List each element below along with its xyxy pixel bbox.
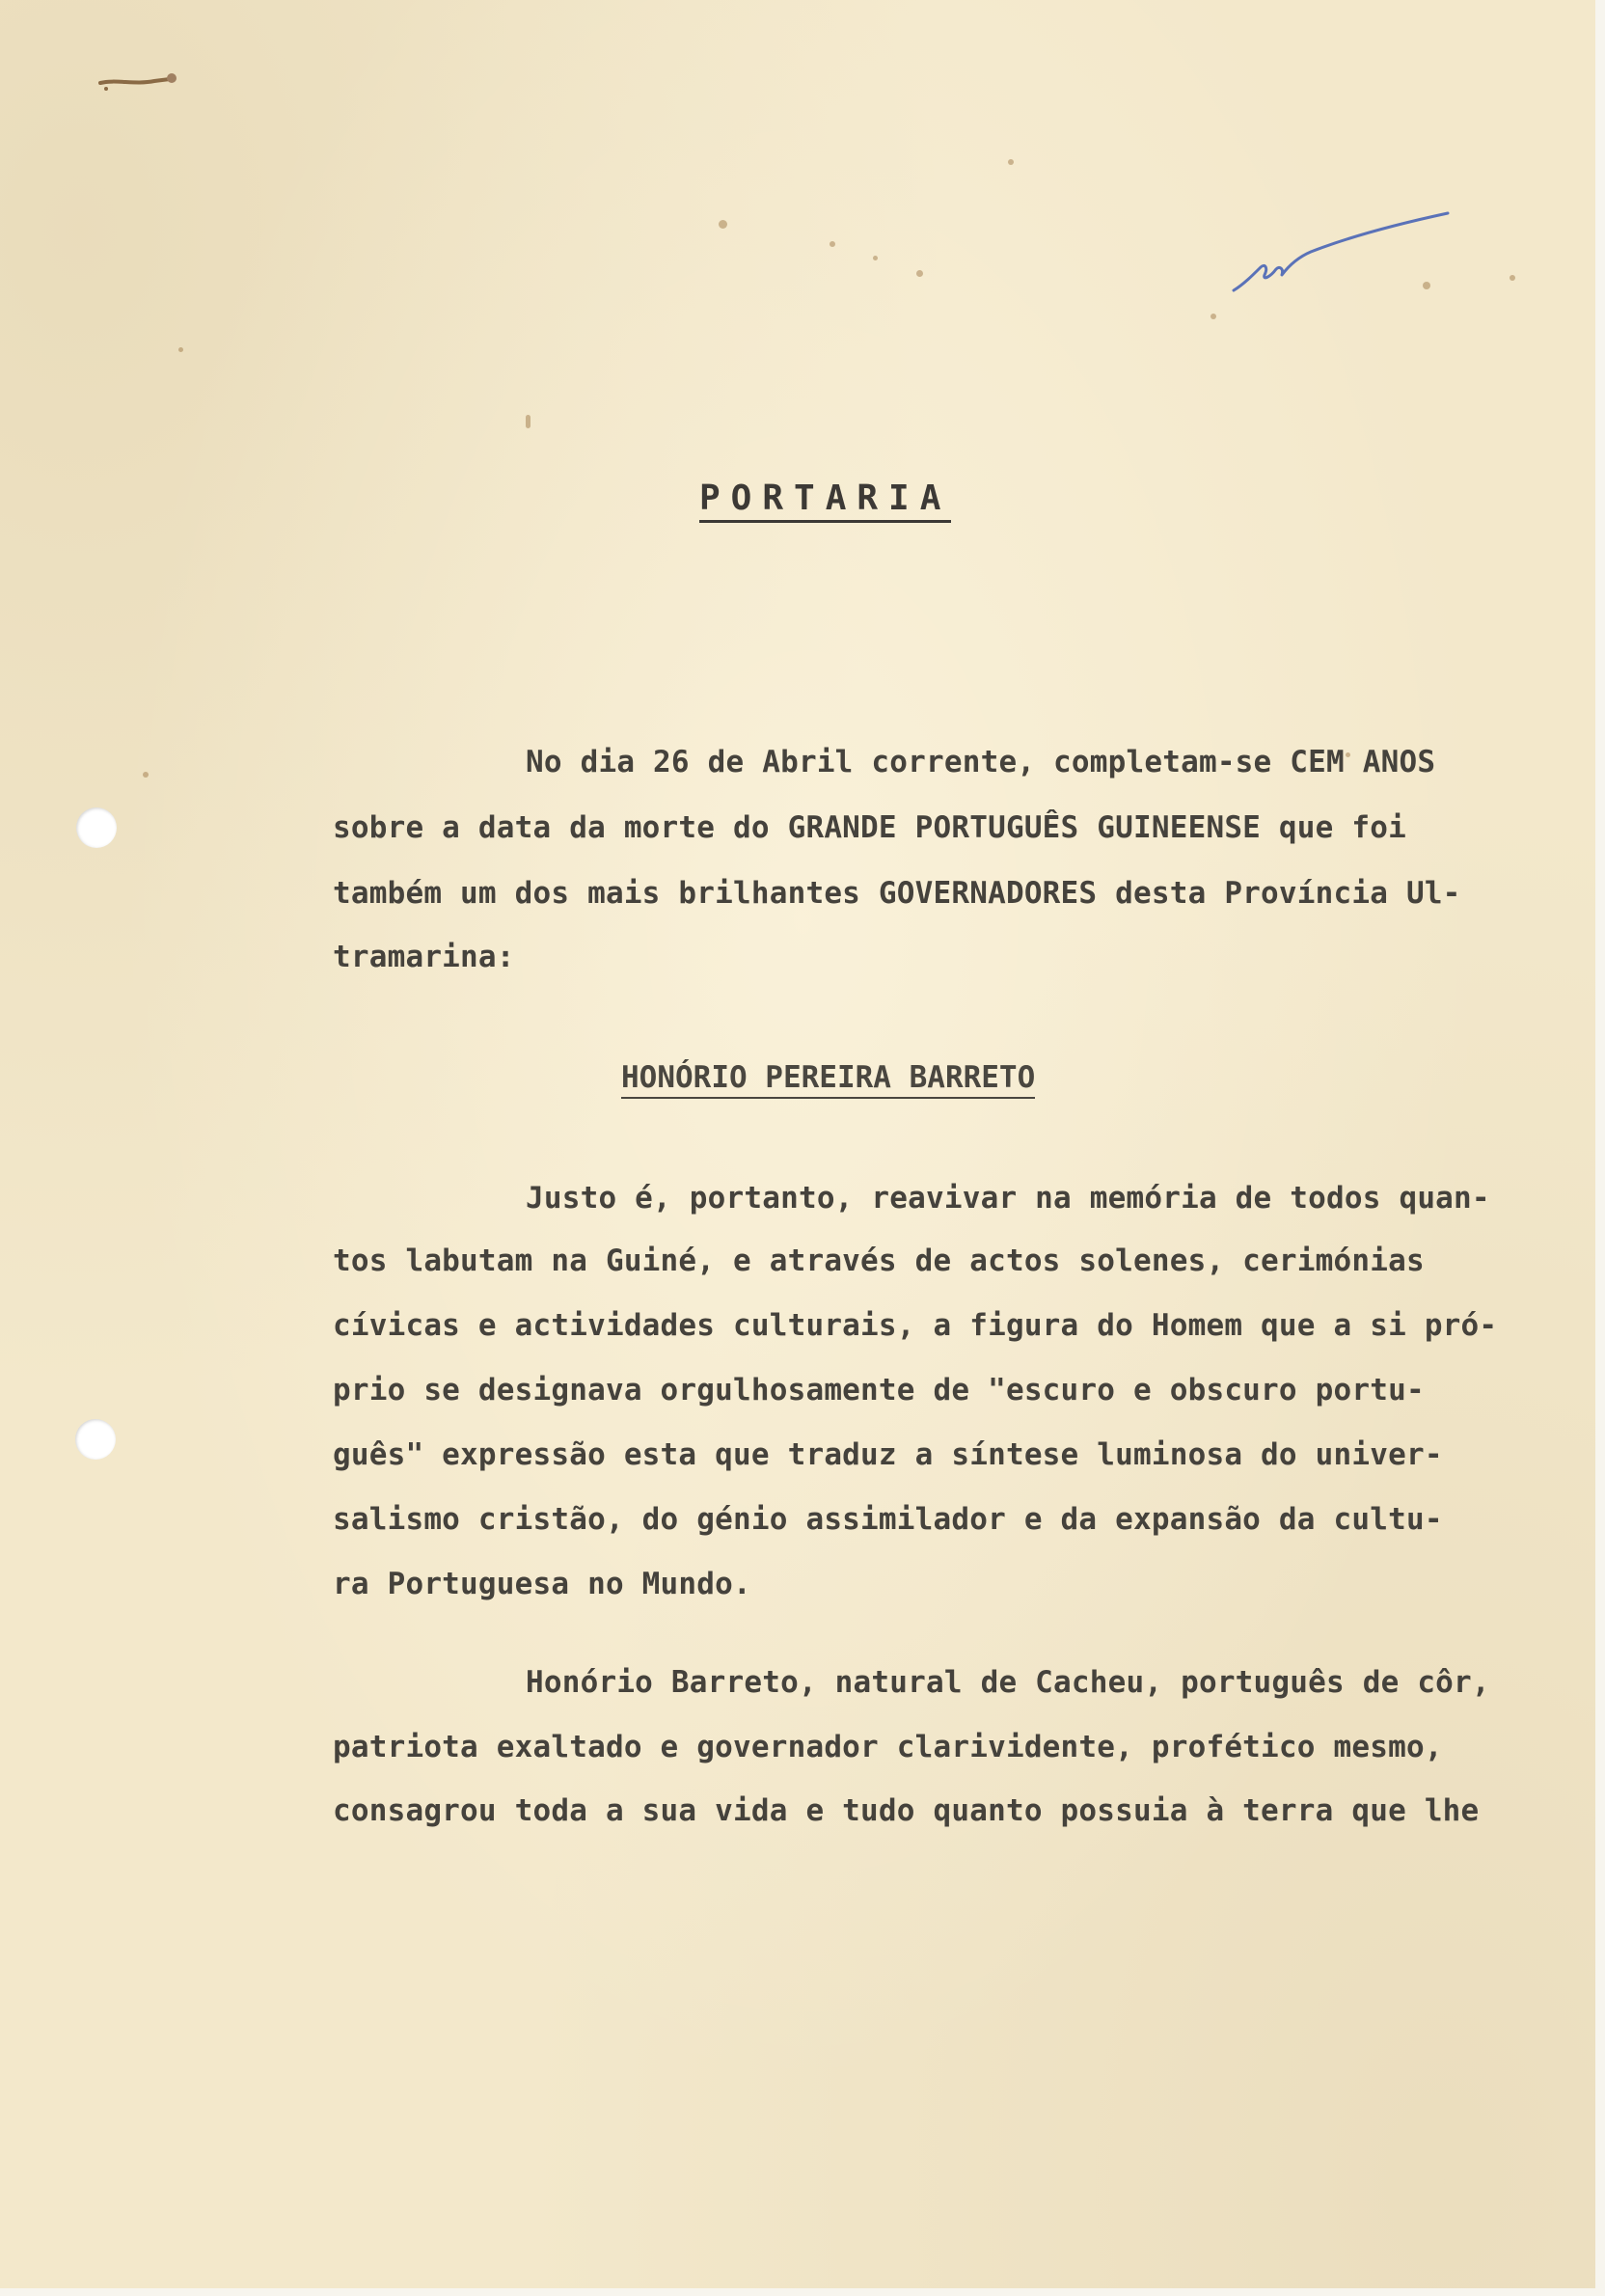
paragraph-2-line-3: cívicas e actividades culturais, a figura do Homem que a si pró- bbox=[333, 1308, 1498, 1343]
paragraph-2-line-1: Justo é, portanto, reavivar na memória de todos quan- bbox=[526, 1181, 1490, 1216]
paragraph-2-line-5: guês" expressão esta que traduz a síntese luminosa do univer- bbox=[333, 1437, 1443, 1472]
foxing-spot bbox=[719, 220, 727, 229]
paragraph-3-line-1: Honório Barreto, natural de Cacheu, português de côr, bbox=[526, 1665, 1490, 1700]
foxing-spot bbox=[916, 270, 923, 277]
paragraph-3-line-3: consagrou toda a sua vida e tudo quanto possuia à terra que lhe bbox=[333, 1793, 1480, 1828]
foxing-spot bbox=[1008, 159, 1014, 165]
foxing-spot bbox=[830, 241, 835, 247]
foxing-spot bbox=[143, 772, 149, 778]
foxing-spot bbox=[526, 415, 530, 428]
rust-mark-icon bbox=[96, 69, 179, 95]
paragraph-1-line-2: sobre a data da morte do GRANDE PORTUGUÊS GUINEENSE que foi bbox=[333, 810, 1406, 845]
punch-hole bbox=[75, 1419, 116, 1460]
subject-name-heading: HONÓRIO PEREIRA BARRETO bbox=[621, 1058, 1035, 1099]
paragraph-2-line-7: ra Portuguesa no Mundo. bbox=[333, 1567, 751, 1601]
foxing-spot bbox=[1211, 314, 1216, 319]
document-title: PORTARIA bbox=[699, 478, 951, 523]
paragraph-2-line-6: salismo cristão, do génio assimilador e da expansão da cultu- bbox=[333, 1502, 1443, 1537]
paragraph-2-line-2: tos labutam na Guiné, e através de actos solenes, cerimónias bbox=[333, 1244, 1425, 1278]
paragraph-1-line-4: tramarina: bbox=[333, 940, 515, 974]
paragraph-2-line-4: prio se designava orgulhosamente de "escuro e obscuro portu- bbox=[333, 1373, 1425, 1408]
paragraph-3-line-2: patriota exaltado e governador clarividente, profético mesmo, bbox=[333, 1730, 1443, 1764]
foxing-spot bbox=[1510, 275, 1515, 281]
foxing-spot bbox=[873, 256, 878, 260]
paragraph-1-line-3: também um dos mais brilhantes GOVERNADORES desta Província Ul- bbox=[333, 876, 1461, 911]
handwritten-initials-icon bbox=[1230, 207, 1461, 304]
paragraph-1-line-1: No dia 26 de Abril corrente, completam-se CEM ANOS bbox=[526, 745, 1436, 779]
foxing-spot bbox=[178, 347, 183, 352]
punch-hole bbox=[76, 807, 117, 848]
